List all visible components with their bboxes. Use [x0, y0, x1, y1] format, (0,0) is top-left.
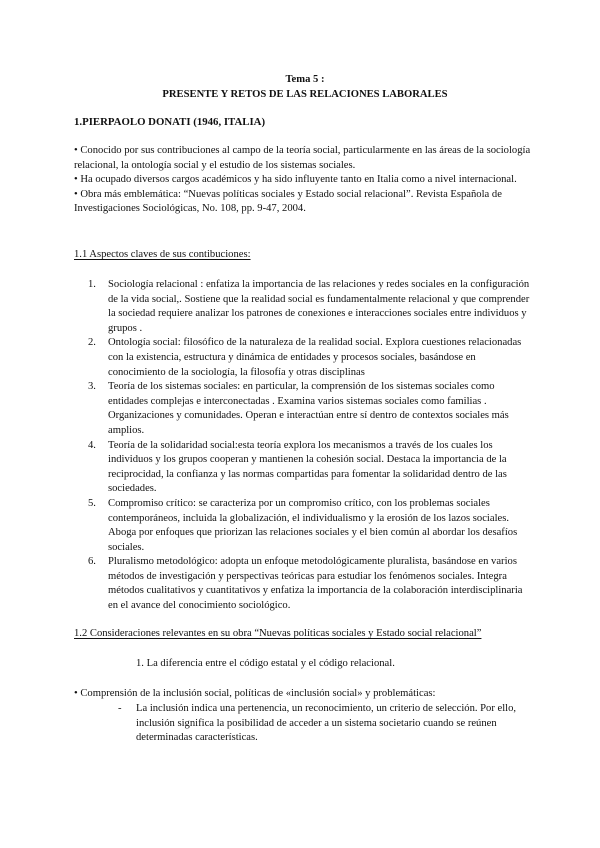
topic-number: Tema 5 : [285, 74, 325, 85]
list-item-text: Teoría de los sistemas sociales: en particular, la comprensión de los sistemas sociales como entidades complejas e interconectadas . Examina varios sistemas sociales como familias . Organizaciones y comunidades. Operan e interactúan entre sí dentro de contextos sociales más amplios. [108, 381, 509, 436]
section-heading-donati: 1.PIERPAOLO DONATI (1946, ITALIA) [74, 116, 266, 128]
list-item [74, 278, 534, 336]
list-item [74, 380, 534, 438]
intro-bullets [74, 144, 534, 217]
list-item-number: 1. [88, 279, 96, 290]
list-item-number: 4. [88, 439, 96, 451]
inclusion-dash-item [110, 702, 540, 746]
list-item-text: Ontología social: filosófico de la naturaleza de la realidad social. Explora cuestiones relacionadas con la existencia, estructura y dinámica de entidades y procesos sociales, basándose en conocimiento de la sociología, la filosofía y otras disciplinas [108, 337, 522, 378]
subheading-key-aspects: 1.1 Aspectos claves de sus contibuciones: [74, 249, 251, 260]
list-item-text: Sociología relacional : enfatiza la importancia de las relaciones y redes sociales en la configuración de la vida social,. Sostiene que la realidad social es fundamentalmente relacional y que comprender la sociedad requiere analizar los patrones de conexiones e interacciones sociales entre individuos y grupos . [108, 279, 530, 334]
list-item-text: Compromiso crítico: se caracteriza por un compromiso crítico, con los problemas sociales contemporáneos, incluida la globalización, el individualismo y la erosión de los lazos sociales. Aboga por enfoques que priorizan las relaciones sociales y el bien común al abordar los desafíos sociales. [108, 497, 518, 553]
topic-title: PRESENTE Y RETOS DE LAS RELACIONES LABORALES [162, 89, 448, 100]
code-difference-item: 1. La diferencia entre el código estatal y el código relacional. [136, 658, 395, 669]
list-item [74, 439, 534, 497]
list-item [74, 497, 534, 555]
list-item-text: Pluralismo metodológico: adopta un enfoque metodológicamente pluralista, basándose en varios métodos de investigación y perspectivas teóricas para estudiar los fenómenos sociales. Integra métodos cualitativos y cuantitativos y enfatiza la importancia de la colaboración interdisciplinaria en el avance del conocimiento sociológico. [108, 556, 523, 612]
list-item-number: 2. [88, 337, 96, 349]
subheading-relevant-considerations: 1.2 Consideraciones relevantes en su obra “Nuevas políticas sociales y Estado social relacional” [74, 628, 482, 639]
intro-bullet-2: • Ha ocupado diversos cargos académicos y ha sido influyente tanto en Italia como a nivel internacional. [74, 174, 517, 186]
inclusion-bullet: • Comprensión de la inclusión social, políticas de «inclusión social» y problemáticas: [74, 688, 436, 699]
list-item-text: Teoría de la solidaridad social:esta teoría explora los mecanismos a través de los cuales los individuos y los grupos cooperan y mantienen la cohesión social. Destaca la importancia de la reciprocidad, la confianza y las normas compartidas para fomentar la solidaridad dentro de las sociedades. [108, 439, 507, 495]
list-item [74, 336, 534, 380]
intro-bullet-1: • Conocido por sus contribuciones al campo de la teoría social, particularmente en las áreas de la sociología relacional, la ontología social y el estudio de los sistemas sociales. [74, 145, 531, 171]
intro-bullet-3: • Obra más emblemática: “Nuevas políticas sociales y Estado social relacional”. Revista Española de Investigaciones Sociológicas, No. 108, pp. 9-47, 2004. [74, 188, 502, 215]
document-title [0, 72, 600, 102]
list-item-number: 6. [88, 556, 96, 568]
contributions-list [74, 278, 534, 614]
list-item [74, 555, 534, 613]
list-item-number: 3. [88, 381, 96, 393]
dash-marker: - [118, 703, 122, 714]
dash-item-text: La inclusión indica una pertenencia, un reconocimiento, un criterio de selección. Por ello, inclusión significa la posibilidad de acceder a un sistema societario cuando se reúnen determinadas características. [136, 703, 517, 744]
list-item-number: 5. [88, 497, 96, 509]
